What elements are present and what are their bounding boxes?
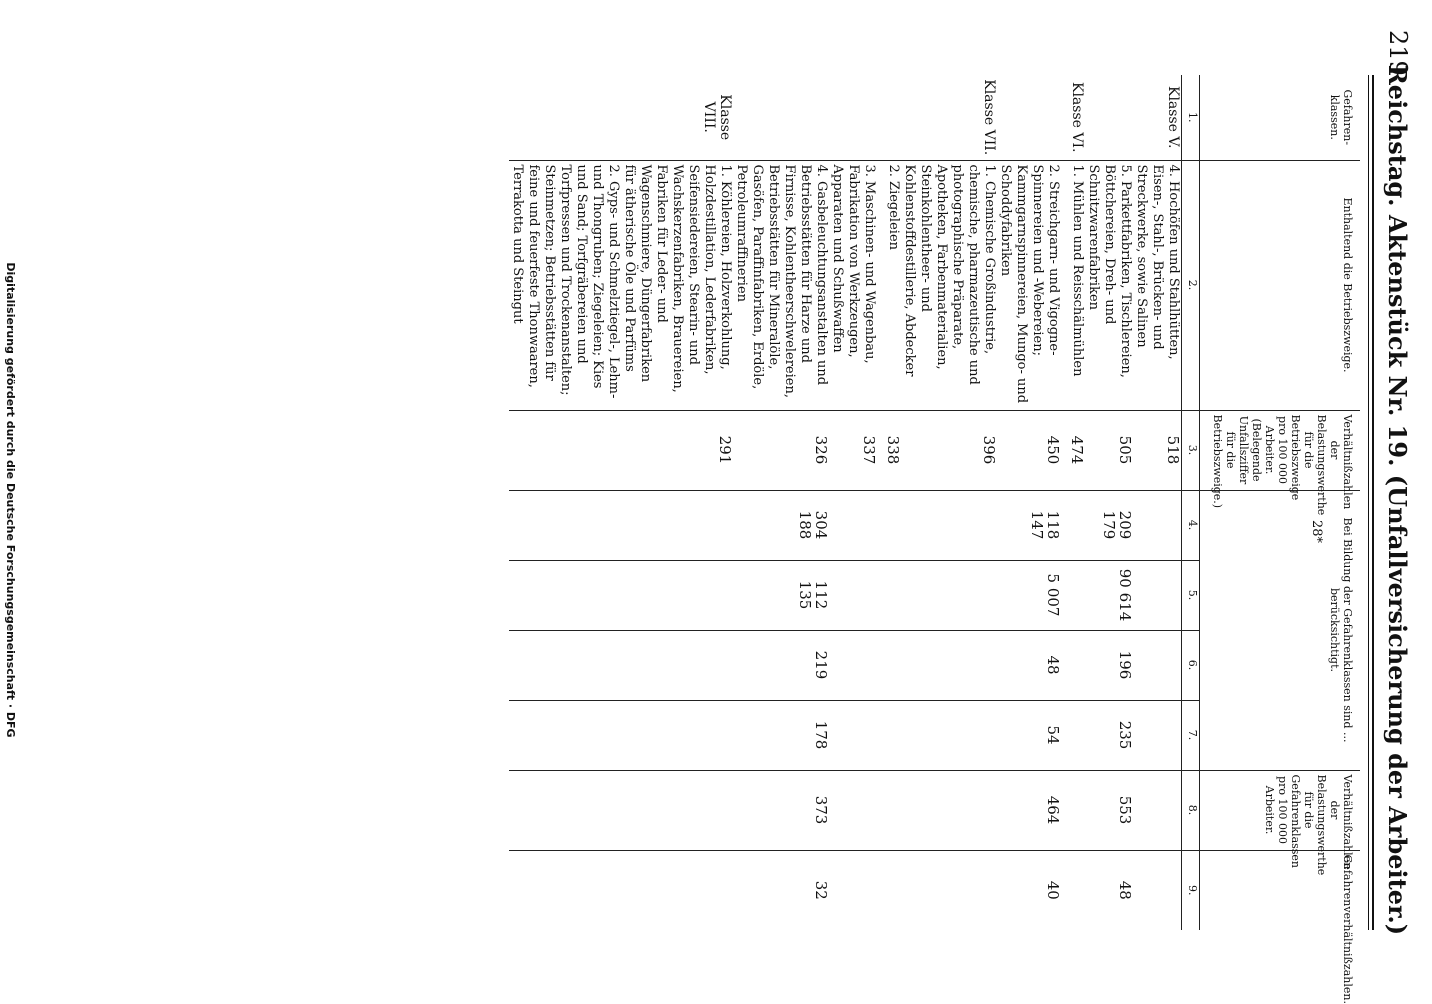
col-header-gefahrenzahl: Gefahrenverhältnißzahlen. bbox=[1200, 850, 1360, 930]
cell-c9 bbox=[902, 850, 998, 930]
cell-c3: 505 bbox=[1086, 410, 1134, 490]
col-number: 4. bbox=[1182, 490, 1200, 560]
cell-c4 bbox=[830, 490, 878, 560]
cell-c3 bbox=[510, 410, 622, 490]
col-header-belastung: Verhältnißzahlen der Belastungswerthe für die Gefahrenklassen pro 100 000 Arbeiter. bbox=[1200, 770, 1360, 850]
cell-c8 bbox=[622, 770, 734, 850]
cell-c6 bbox=[878, 630, 902, 700]
table-row bbox=[510, 75, 622, 930]
col-header-verhaeltnis: Verhältnißzahlen der Belastungswerthe für die Betriebszweige pro 100 000 Arbeiter. (Belegende Unfallsziffer für die Betriebszweige.) bbox=[1200, 410, 1360, 490]
cell-c7 bbox=[902, 700, 998, 770]
table-row bbox=[1134, 75, 1183, 930]
cell-c5: 90 614 bbox=[1086, 560, 1134, 630]
cell-desc: 1. Mühlen und Reisschälmühlen bbox=[1062, 160, 1086, 410]
cell-c7 bbox=[510, 700, 622, 770]
cell-klass bbox=[1086, 75, 1134, 160]
cell-c5: 112 135 bbox=[734, 560, 830, 630]
page-header bbox=[1380, 30, 1412, 970]
col-number: 2. bbox=[1182, 160, 1200, 410]
cell-c9 bbox=[878, 850, 902, 930]
cell-c5 bbox=[902, 560, 998, 630]
cell-c4 bbox=[510, 490, 622, 560]
cell-c6: 48 bbox=[998, 630, 1062, 700]
cell-c7: 235 bbox=[1086, 700, 1134, 770]
cell-c3: 450 bbox=[998, 410, 1062, 490]
cell-c5 bbox=[1062, 560, 1086, 630]
page-title: Reichstag. Aktenstück Nr. 19. (Unfallversicherung der Arbeiter.) bbox=[1383, 64, 1412, 936]
cell-c5 bbox=[878, 560, 902, 630]
table-row bbox=[1086, 75, 1134, 930]
table-row bbox=[830, 75, 878, 930]
cell-c8 bbox=[1134, 770, 1183, 850]
cell-c5 bbox=[622, 560, 734, 630]
table-row bbox=[902, 75, 998, 930]
cell-c8: 373 bbox=[734, 770, 830, 850]
col-number: 7. bbox=[1182, 700, 1200, 770]
cell-c9: 40 bbox=[998, 850, 1062, 930]
cell-c8 bbox=[510, 770, 622, 850]
cell-c3: 338 bbox=[878, 410, 902, 490]
cell-c9 bbox=[830, 850, 878, 930]
cell-c3: 396 bbox=[902, 410, 998, 490]
cell-desc: 1. Chemische Großindustrie, chemische, pharmazeutische und photographische Präparate, Apotheken, Farbenmaterialien, Steinkohlentheer- und Kohlenstoffdestillerie, Abdecker bbox=[902, 160, 998, 410]
col-number: 1. bbox=[1182, 75, 1200, 160]
table-row bbox=[622, 75, 734, 930]
cell-c7 bbox=[1062, 700, 1086, 770]
cell-desc: 1. Köhlereien, Holzverkohlung, Holzdestillation, Lederfabriken, Seifensiedereien, Stearin- und Wachskerzenfabriken, Brauereien, Fabriken für Leder- und Wagenschmiere, Düngerfabriken für ätherische Öle und Parfüms bbox=[622, 160, 734, 410]
cell-c9 bbox=[1062, 850, 1086, 930]
cell-klass bbox=[510, 75, 622, 160]
cell-c8 bbox=[830, 770, 878, 850]
cell-desc: 5. Parkettfabriken, Tischlereien, Böttchereien, Dreh- und Schnitzwarenfabriken bbox=[1086, 160, 1134, 410]
cell-klass bbox=[830, 75, 878, 160]
cell-c9 bbox=[622, 850, 734, 930]
table-row bbox=[1062, 75, 1086, 930]
col-number: 5. bbox=[1182, 560, 1200, 630]
cell-c7 bbox=[1134, 700, 1183, 770]
cell-c4 bbox=[1134, 490, 1183, 560]
cell-klass: Klasse V. bbox=[1165, 85, 1182, 149]
col-number: 9. bbox=[1182, 850, 1200, 930]
cell-c8 bbox=[878, 770, 902, 850]
cell-c4 bbox=[1062, 490, 1086, 560]
cell-desc: 3. Maschinen- und Wagenbau, Fabrikation von Werkzeugen, Apparaten und Schußwaffen bbox=[830, 160, 878, 410]
cell-c5 bbox=[830, 560, 878, 630]
cell-desc: 4. Hochöfen und Stahlhütten, Eisen-, Stahl-, Brücken- und Streckwerke, sowie Salinen bbox=[1134, 160, 1183, 410]
data-table bbox=[510, 75, 1361, 1004]
cell-c3: 291 bbox=[622, 410, 734, 490]
signature-mark: 28* bbox=[1309, 520, 1324, 544]
cell-klass bbox=[878, 75, 902, 160]
table-row bbox=[734, 75, 830, 930]
cell-c6 bbox=[510, 630, 622, 700]
cell-c6 bbox=[1134, 630, 1183, 700]
cell-desc: 4. Gasbeleuchtungsanstalten und Betriebsstätten für Harze und Firnisse, Kohlentheerschwelereien, Betriebsstätten für Mineralöle, Gasöfen, Paraffinfabriken, Erdöle, Petroleumraffinerien bbox=[734, 160, 830, 410]
cell-c4 bbox=[878, 490, 902, 560]
header-rule-thin bbox=[1368, 75, 1369, 930]
col-number: 6. bbox=[1182, 630, 1200, 700]
cell-c6 bbox=[902, 630, 998, 700]
table-row bbox=[878, 75, 902, 930]
cell-c6 bbox=[1062, 630, 1086, 700]
page-number: 219 bbox=[1384, 30, 1412, 76]
cell-c8 bbox=[1062, 770, 1086, 850]
cell-klass: Klasse VII. bbox=[981, 79, 998, 156]
cell-c9 bbox=[1134, 850, 1183, 930]
cell-c6 bbox=[830, 630, 878, 700]
cell-c4: 209 179 bbox=[1086, 490, 1134, 560]
cell-c4: 118 147 bbox=[998, 490, 1062, 560]
col-header-klasse: Gefahren-klassen. bbox=[1200, 75, 1360, 160]
cell-klass bbox=[998, 75, 1062, 160]
cell-c4 bbox=[622, 490, 734, 560]
cell-c7 bbox=[622, 700, 734, 770]
cell-desc: 2. Streichgarn- und Vigogne-Spinnereien und -Webereien; Kammgarnspinnereien, Mungo- und Schoddyfabriken bbox=[998, 160, 1062, 410]
cell-klass: Klasse VI. bbox=[1069, 82, 1086, 153]
cell-c9: 32 bbox=[734, 850, 830, 930]
cell-c9: 48 bbox=[1086, 850, 1134, 930]
cell-c6: 219 bbox=[734, 630, 830, 700]
cell-c3: 518 bbox=[1134, 410, 1183, 490]
cell-c8 bbox=[902, 770, 998, 850]
col-header-berucksichtigt: Bei Bildung der Gefahrenklassen sind ... berücksichtigt. bbox=[1200, 490, 1360, 770]
cell-c9 bbox=[510, 850, 622, 930]
cell-klass: Klasse VIII. bbox=[701, 94, 734, 141]
cell-c5 bbox=[510, 560, 622, 630]
cell-c4: 304 188 bbox=[734, 490, 830, 560]
cell-c6 bbox=[622, 630, 734, 700]
col-number: 8. bbox=[1182, 770, 1200, 850]
cell-c3: 474 bbox=[1062, 410, 1086, 490]
col-number: 3. bbox=[1182, 410, 1200, 490]
cell-c7: 178 bbox=[734, 700, 830, 770]
cell-c8: 464 bbox=[998, 770, 1062, 850]
cell-c8: 553 bbox=[1086, 770, 1134, 850]
cell-c4 bbox=[902, 490, 998, 560]
dfg-note: Digitalisierung gefördert durch die Deutsche Forschungsgemeinschaft · DFG bbox=[4, 262, 17, 738]
cell-c6: 196 bbox=[1086, 630, 1134, 700]
cell-c7 bbox=[830, 700, 878, 770]
cell-c7: 54 bbox=[998, 700, 1062, 770]
col-header-betriebszweige: Enthaltend die Betriebszweige. bbox=[1200, 160, 1360, 410]
cell-desc: 2. Gyps- und Schmelztiegel-, Lehm- und Thongruben; Ziegeleien; Kies und Sand; Torfgräbereien und Torfpressen und Trockenanstalten; Steinmetzen; Betriebsstätten für feine und feuerfeste Thonwaaren, Terrakotta und Steingut bbox=[510, 160, 622, 410]
cell-desc: 2. Ziegeleien bbox=[878, 160, 902, 410]
cell-klass bbox=[734, 75, 830, 160]
cell-c5: 5 007 bbox=[998, 560, 1062, 630]
cell-c7 bbox=[878, 700, 902, 770]
cell-c3: 337 bbox=[830, 410, 878, 490]
cell-c5 bbox=[1134, 560, 1183, 630]
header-rule bbox=[1372, 75, 1374, 930]
table-row bbox=[998, 75, 1062, 930]
cell-c3: 326 bbox=[734, 410, 830, 490]
